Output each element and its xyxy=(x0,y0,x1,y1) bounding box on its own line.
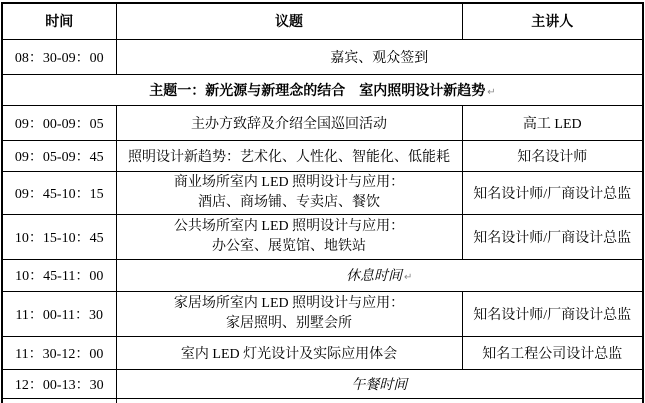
topic-cell xyxy=(116,214,462,259)
time-cell: 08：30-09：00 xyxy=(2,39,116,74)
time-cell: 12：00-13：30 xyxy=(2,369,116,398)
time-cell xyxy=(2,398,116,403)
section-title: 主题一：新光源与新理念的结合 室内照明设计新趋势 xyxy=(149,83,486,99)
table-row xyxy=(2,291,643,336)
topic-line-2: 家居照明、别墅会所 xyxy=(226,315,352,331)
table-row xyxy=(2,39,643,74)
agenda-table xyxy=(1,2,644,403)
topic-line-2: 酒店、商场铺、专卖店、餐饮 xyxy=(198,194,380,210)
column-header-speaker: 主讲人 xyxy=(462,3,643,39)
merged-topic-cell: 嘉宾、观众签到 xyxy=(116,39,643,74)
topic-line-1: 家居场所室内 LED 照明设计与应用： xyxy=(173,295,405,311)
break-row xyxy=(2,259,643,291)
time-cell: 10：15-10：45 xyxy=(2,214,116,259)
speaker-cell: 知名设计师/厂商设计总监 xyxy=(462,214,643,259)
return-mark-icon: ↵ xyxy=(404,272,413,283)
return-mark-icon: ↵ xyxy=(487,86,496,98)
table-row xyxy=(2,171,643,214)
speaker-cell: 知名工程公司设计总监 xyxy=(462,336,643,369)
topic-line-1: 商业场所室内 LED 照明设计与应用： xyxy=(173,174,405,190)
time-cell: 09：05-09：45 xyxy=(2,140,116,171)
speaker-cell: 知名设计师/厂商设计总监 xyxy=(462,171,643,214)
time-cell: 09：45-10：15 xyxy=(2,171,116,214)
speaker-cell: 知名设计师 xyxy=(462,140,643,171)
merged-topic-cell xyxy=(116,259,643,291)
table-row xyxy=(2,140,643,171)
speaker-cell: 高工 LED xyxy=(462,105,643,140)
section-title-cell xyxy=(2,74,643,105)
topic-cell: 主办方致辞及介绍全国巡回活动 xyxy=(116,105,462,140)
topic-line-2: 办公室、展览馆、地铁站 xyxy=(212,238,366,254)
header-row xyxy=(2,3,643,39)
break-label: 休息时间 xyxy=(346,269,403,284)
speaker-cell: 知名设计师/厂商设计总监 xyxy=(462,291,643,336)
table-row xyxy=(2,105,643,140)
column-header-topic: 议题 xyxy=(116,3,462,39)
topic-cell: 室内 LED 灯光设计及实际应用体会 xyxy=(116,336,462,369)
time-cell: 11：30-12：00 xyxy=(2,336,116,369)
table-row xyxy=(2,214,643,259)
time-cell: 11：00-11：30 xyxy=(2,291,116,336)
time-cell: 09：00-09：05 xyxy=(2,105,116,140)
column-header-time: 时间 xyxy=(2,3,116,39)
partial-row xyxy=(2,398,643,403)
lunch-row xyxy=(2,369,643,398)
table-row xyxy=(2,336,643,369)
section-row xyxy=(2,74,643,105)
time-cell: 10：45-11：00 xyxy=(2,259,116,291)
merged-topic-cell: 午餐时间 xyxy=(116,369,643,398)
topic-cell: 照明设计新趋势：艺术化、人性化、智能化、低能耗 xyxy=(116,140,462,171)
merged-topic-cell xyxy=(116,398,643,403)
topic-cell xyxy=(116,291,462,336)
topic-cell xyxy=(116,171,462,214)
topic-line-1: 公共场所室内 LED 照明设计与应用： xyxy=(173,218,405,234)
